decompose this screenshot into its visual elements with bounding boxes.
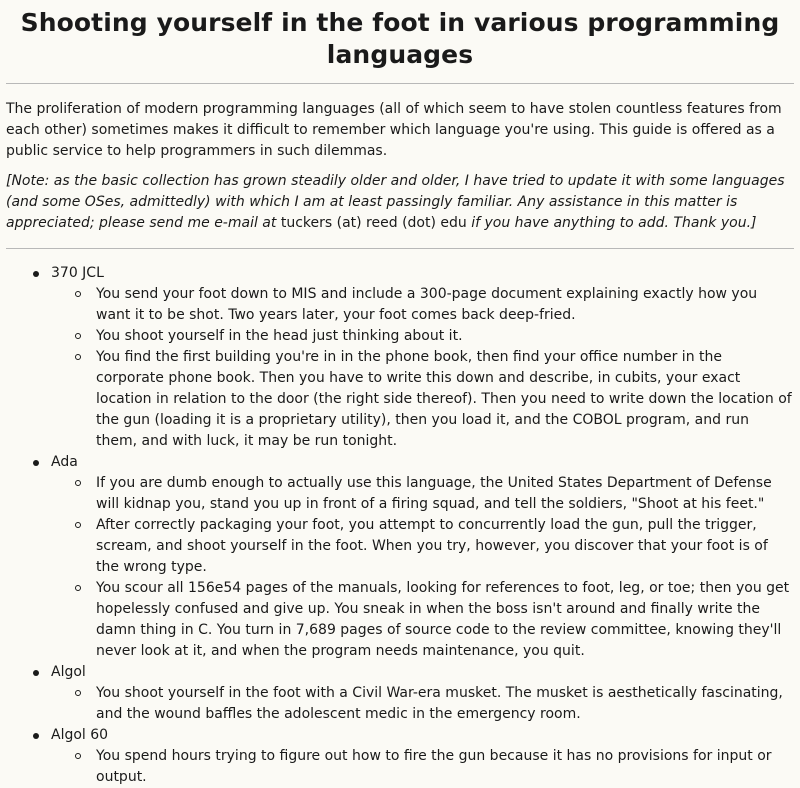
language-name: Algol 60 (51, 727, 109, 743)
language-name: 370 JCL (51, 265, 104, 281)
shot-item (51, 515, 794, 578)
shot-list (51, 746, 794, 788)
shot-text: You send your foot down to MIS and include a 300-page document explaining exactly how you want it to be shot. Two years later, your foot comes back deep-fried. (96, 286, 758, 323)
shot-item (51, 326, 794, 347)
shot-item (51, 284, 794, 326)
language-item (6, 725, 794, 788)
language-item (6, 452, 794, 662)
shot-text: After correctly packaging your foot, you attempt to concurrently load the gun, pull the trigger, scream, and shoot yourself in the foot. When you try, however, you discover that your foot is of the wrong type. (96, 517, 768, 575)
shot-item (51, 746, 794, 788)
circle-bullet-icon (75, 585, 81, 591)
note-divider (6, 248, 794, 249)
page-title: Shooting yourself in the foot in various programming languages (20, 8, 780, 69)
title-divider (6, 83, 794, 84)
shot-item (51, 683, 794, 725)
shot-item (51, 578, 794, 662)
shot-item (51, 347, 794, 452)
language-name: Algol (51, 664, 86, 680)
note-text-before: [Note: as the basic collection has grown steadily older and older, I have tried to update it with some languages (and some OSes, admittedly) with which I am at least passingly familiar. Any assistance in this matter is appreciated; please send me e-mail at (6, 173, 785, 231)
shot-text: You find the first building you're in in the phone book, then find your office number in the corporate phone book. Then you have to write this down and describe, in cubits, your exact location in relation to the door (the right side thereof). Then you need to write down the location of the gun (loading it is a proprietary utility), then you load it, and the COBOL program, and run them, and with luck, it may be run tonight. (96, 349, 792, 449)
contact-email: tuckers (at) reed (dot) edu (280, 215, 467, 231)
language-item (6, 263, 794, 452)
shot-text: If you are dumb enough to actually use this language, the United States Department of Defense will kidnap you, stand you up in front of a firing squad, and tell the soldiers, "Shoot at his feet." (96, 475, 772, 512)
circle-bullet-icon (75, 480, 81, 486)
shot-text: You shoot yourself in the head just thinking about it. (96, 328, 463, 344)
intro-paragraph: The proliferation of modern programming languages (all of which seem to have stolen countless features from each other) sometimes makes it difficult to remember which language you're using. This guide is offered as a public service to help programmers in such dilemmas. (6, 101, 782, 159)
circle-bullet-icon (75, 354, 81, 360)
shot-text: You spend hours trying to figure out how to fire the gun because it has no provisions for input or output. (96, 748, 772, 785)
bullet-icon (33, 460, 39, 466)
language-item (6, 662, 794, 725)
bullet-icon (33, 670, 39, 676)
bullet-icon (33, 733, 39, 739)
language-name: Ada (51, 454, 78, 470)
shot-list (51, 284, 794, 452)
note-paragraph (6, 171, 794, 234)
circle-bullet-icon (75, 753, 81, 759)
circle-bullet-icon (75, 291, 81, 297)
circle-bullet-icon (75, 333, 81, 339)
bullet-icon (33, 271, 39, 277)
shot-list (51, 473, 794, 662)
language-list (6, 263, 794, 788)
note-text-after: if you have anything to add. Thank you.] (466, 215, 757, 231)
circle-bullet-icon (75, 690, 81, 696)
shot-list (51, 683, 794, 725)
shot-text: You shoot yourself in the foot with a Civil War-era musket. The musket is aesthetically fascinating, and the wound baffles the adolescent medic in the emergency room. (96, 685, 783, 722)
shot-item (51, 473, 794, 515)
shot-text: You scour all 156e54 pages of the manuals, looking for references to foot, leg, or toe; then you get hopelessly confused and give up. You sneak in when the boss isn't around and finally write the damn thing in C. You turn in 7,689 pages of source code to the review committee, knowing they'll never look at it, and when the program needs maintenance, you quit. (96, 580, 790, 659)
circle-bullet-icon (75, 522, 81, 528)
